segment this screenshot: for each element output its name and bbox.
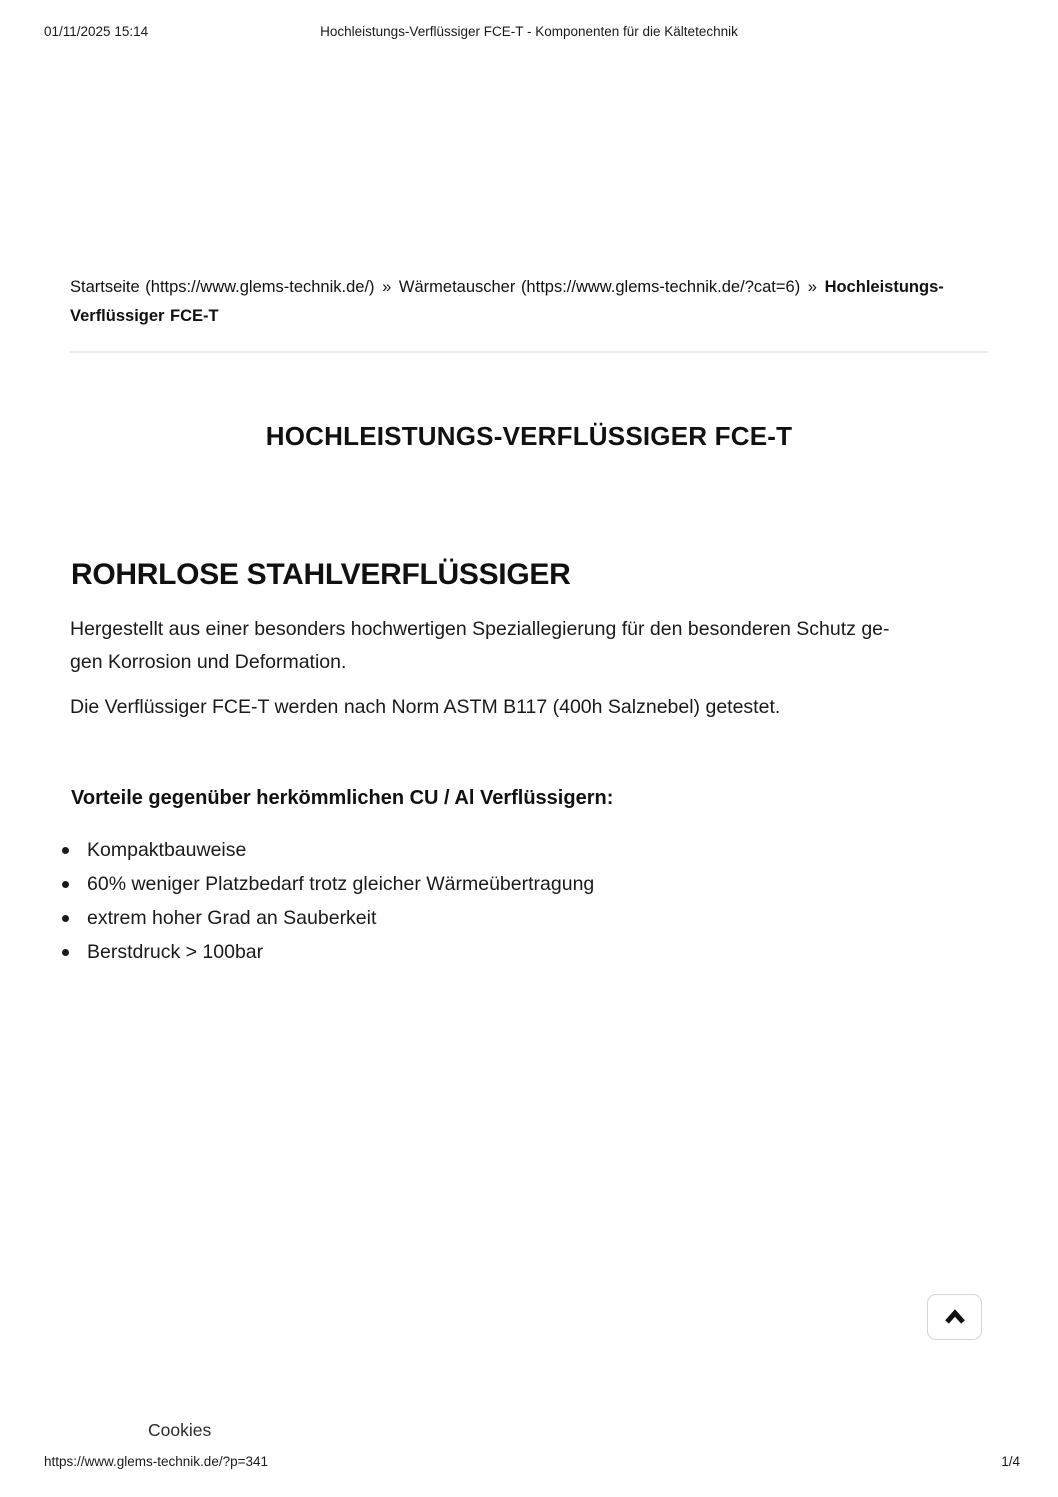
benefits-list xyxy=(62,833,962,969)
breadcrumb-separator: » xyxy=(382,278,392,296)
bullet-icon xyxy=(62,847,69,854)
breadcrumb-separator: » xyxy=(807,278,817,296)
print-footer-page-number: 1/4 xyxy=(1001,1454,1020,1469)
list-item-label: Berstdruck > 100bar xyxy=(87,941,264,963)
list-item xyxy=(62,935,962,969)
list-item xyxy=(62,833,962,867)
list-item xyxy=(62,867,962,901)
breadcrumb-current-page: Hochleistungs-Verflüssiger FCE-T xyxy=(70,278,944,325)
print-footer-url: https://www.glems-technik.de/?p=341 xyxy=(44,1454,268,1469)
norm-paragraph: Die Verflüssiger FCE-T werden nach Norm ASTM B117 (400h Salznebel) getestet. xyxy=(70,696,781,718)
print-datetime: 01/11/2025 15:14 xyxy=(44,24,149,39)
bullet-icon xyxy=(62,949,69,956)
horizontal-divider xyxy=(70,351,988,353)
intro-paragraph-line-2: gen Korrosion und Deformation. xyxy=(70,651,347,673)
print-document-title: Hochleistungs-Verflüssiger FCE-T - Komponenten für die Kältetechnik xyxy=(320,24,738,39)
bullet-icon xyxy=(62,915,69,922)
chevron-up-icon xyxy=(943,1309,967,1325)
list-item-label: Kompaktbauweise xyxy=(87,839,247,861)
breadcrumb xyxy=(70,273,990,331)
list-item xyxy=(62,901,962,935)
list-item-label: extrem hoher Grad an Sauberkeit xyxy=(87,907,377,929)
page-title: HOCHLEISTUNGS-VERFLÜSSIGER FCE-T xyxy=(265,421,793,451)
cookies-link[interactable]: Cookies xyxy=(148,1420,212,1440)
print-footer xyxy=(0,1454,1058,1472)
intro-paragraph-line-1: Hergestellt aus einer besonders hochwertigen Speziallegierung für den besonderen Schutz ge- xyxy=(70,618,890,640)
benefits-heading: Vorteile gegenüber herkömmlichen CU / Al Verflüssigern: xyxy=(71,787,614,809)
print-header xyxy=(0,24,1058,42)
intro-paragraph xyxy=(70,613,992,679)
section-heading: ROHRLOSE STAHLVERFLÜSSIGER xyxy=(71,558,571,591)
scroll-to-top-button[interactable] xyxy=(927,1294,982,1340)
list-item-label: 60% weniger Platzbedarf trotz gleicher Wärmeübertragung xyxy=(87,873,595,895)
bullet-icon xyxy=(62,881,69,888)
breadcrumb-link-waermetauscher[interactable]: Wärmetauscher (https://www.glems-technik.de/?cat=6) xyxy=(398,278,801,296)
breadcrumb-link-startseite[interactable]: Startseite (https://www.glems-technik.de/) xyxy=(70,278,375,296)
